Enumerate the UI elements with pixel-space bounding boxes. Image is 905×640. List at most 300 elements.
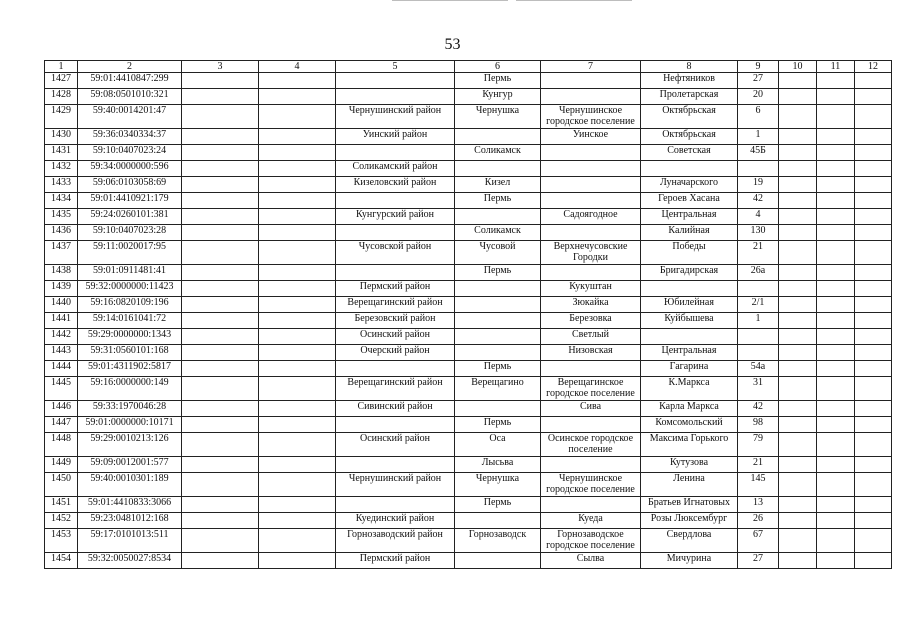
street-cell: Розы Люксембург <box>641 513 738 529</box>
cadastral-number-cell: 59:29:0010213:126 <box>78 433 182 457</box>
col3-cell <box>182 313 259 329</box>
column-header: 4 <box>259 61 336 73</box>
street-cell: Братьев Игнатовых <box>641 497 738 513</box>
district-cell: Кизеловский район <box>336 177 455 193</box>
settlement-cell <box>541 177 641 193</box>
settlement-cell <box>541 265 641 281</box>
col10-cell <box>779 433 817 457</box>
cadastral-number-cell: 59:01:0911481:41 <box>78 265 182 281</box>
table-row <box>45 513 892 529</box>
settlement-cell: Светлый <box>541 329 641 345</box>
city-cell: Соликамск <box>455 225 541 241</box>
settlement-cell: Кукуштан <box>541 281 641 297</box>
city-cell: Оса <box>455 433 541 457</box>
settlement-cell: Осинское городское поселение <box>541 433 641 457</box>
city-cell: Соликамск <box>455 145 541 161</box>
col3-cell <box>182 241 259 265</box>
col11-cell <box>817 225 855 241</box>
col3-cell <box>182 345 259 361</box>
col4-cell <box>259 433 336 457</box>
col4-cell <box>259 457 336 473</box>
row-number-cell: 1438 <box>45 265 78 281</box>
col3-cell <box>182 297 259 313</box>
col11-cell <box>817 281 855 297</box>
col4-cell <box>259 129 336 145</box>
district-cell <box>336 225 455 241</box>
row-number-cell: 1432 <box>45 161 78 177</box>
col4-cell <box>259 209 336 225</box>
col4-cell <box>259 473 336 497</box>
col3-cell <box>182 497 259 513</box>
col11-cell <box>817 105 855 129</box>
city-cell: Чернушка <box>455 473 541 497</box>
col4-cell <box>259 361 336 377</box>
col3-cell <box>182 417 259 433</box>
col4-cell <box>259 401 336 417</box>
street-cell <box>641 281 738 297</box>
col10-cell <box>779 417 817 433</box>
col3-cell <box>182 473 259 497</box>
district-cell: Пермский район <box>336 281 455 297</box>
city-cell: Кунгур <box>455 89 541 105</box>
col12-cell <box>855 105 892 129</box>
table-row <box>45 401 892 417</box>
street-cell: Юбилейная <box>641 297 738 313</box>
house-cell: 45Б <box>738 145 779 161</box>
settlement-cell: Куеда <box>541 513 641 529</box>
col11-cell <box>817 361 855 377</box>
table-row <box>45 145 892 161</box>
row-number-cell: 1429 <box>45 105 78 129</box>
col10-cell <box>779 161 817 177</box>
column-header: 9 <box>738 61 779 73</box>
street-cell: Кутузова <box>641 457 738 473</box>
row-number-cell: 1454 <box>45 553 78 569</box>
cadastral-number-cell: 59:24:0260101:381 <box>78 209 182 225</box>
cadastral-number-cell: 59:01:4410921:179 <box>78 193 182 209</box>
col11-cell <box>817 193 855 209</box>
row-number-cell: 1450 <box>45 473 78 497</box>
district-cell <box>336 417 455 433</box>
house-cell: 19 <box>738 177 779 193</box>
col10-cell <box>779 281 817 297</box>
col10-cell <box>779 209 817 225</box>
street-cell <box>641 161 738 177</box>
cadastral-number-cell: 59:01:4311902:5817 <box>78 361 182 377</box>
col12-cell <box>855 433 892 457</box>
district-cell <box>336 145 455 161</box>
row-number-cell: 1433 <box>45 177 78 193</box>
register-body <box>45 73 892 569</box>
city-cell: Чусовой <box>455 241 541 265</box>
settlement-cell: Чернушинское городское поселение <box>541 105 641 129</box>
col12-cell <box>855 457 892 473</box>
house-cell: 31 <box>738 377 779 401</box>
city-cell <box>455 329 541 345</box>
register-table <box>44 60 892 569</box>
col11-cell <box>817 161 855 177</box>
row-number-cell: 1430 <box>45 129 78 145</box>
district-cell: Кунгурский район <box>336 209 455 225</box>
col10-cell <box>779 89 817 105</box>
table-row <box>45 209 892 225</box>
col11-cell <box>817 241 855 265</box>
cadastral-number-cell: 59:01:4410833:3066 <box>78 497 182 513</box>
street-cell: Пролетарская <box>641 89 738 105</box>
settlement-cell <box>541 361 641 377</box>
settlement-cell: Березовка <box>541 313 641 329</box>
column-header: 3 <box>182 61 259 73</box>
house-cell <box>738 329 779 345</box>
cadastral-number-cell: 59:33:1970046:28 <box>78 401 182 417</box>
row-number-cell: 1440 <box>45 297 78 313</box>
col4-cell <box>259 145 336 161</box>
district-cell: Осинский район <box>336 329 455 345</box>
house-cell: 26 <box>738 513 779 529</box>
settlement-cell: Сива <box>541 401 641 417</box>
col4-cell <box>259 513 336 529</box>
col4-cell <box>259 73 336 89</box>
table-row <box>45 433 892 457</box>
col11-cell <box>817 313 855 329</box>
settlement-cell <box>541 497 641 513</box>
table-row <box>45 105 892 129</box>
col11-cell <box>817 129 855 145</box>
district-cell: Чернушинский район <box>336 105 455 129</box>
col11-cell <box>817 209 855 225</box>
table-row <box>45 265 892 281</box>
city-cell: Пермь <box>455 265 541 281</box>
table-row <box>45 473 892 497</box>
table-row <box>45 89 892 105</box>
col11-cell <box>817 553 855 569</box>
col4-cell <box>259 241 336 265</box>
col11-cell <box>817 457 855 473</box>
city-cell: Пермь <box>455 193 541 209</box>
cadastral-number-cell: 59:01:4410847:299 <box>78 73 182 89</box>
house-cell: 79 <box>738 433 779 457</box>
col4-cell <box>259 265 336 281</box>
house-cell: 27 <box>738 553 779 569</box>
settlement-cell <box>541 73 641 89</box>
col10-cell <box>779 473 817 497</box>
cadastral-number-cell: 59:16:0820109:196 <box>78 297 182 313</box>
col10-cell <box>779 105 817 129</box>
col3-cell <box>182 161 259 177</box>
col3-cell <box>182 145 259 161</box>
col10-cell <box>779 297 817 313</box>
col3-cell <box>182 105 259 129</box>
col12-cell <box>855 209 892 225</box>
table-row <box>45 161 892 177</box>
col3-cell <box>182 209 259 225</box>
col10-cell <box>779 345 817 361</box>
cadastral-number-cell: 59:32:0000000:11423 <box>78 281 182 297</box>
district-cell: Осинский район <box>336 433 455 457</box>
col3-cell <box>182 193 259 209</box>
house-cell <box>738 161 779 177</box>
table-row <box>45 417 892 433</box>
cadastral-number-cell: 59:11:0020017:95 <box>78 241 182 265</box>
col3-cell <box>182 329 259 345</box>
cadastral-number-cell: 59:23:0481012:168 <box>78 513 182 529</box>
city-cell: Верещагино <box>455 377 541 401</box>
col4-cell <box>259 345 336 361</box>
cadastral-number-cell: 59:08:0501010:321 <box>78 89 182 105</box>
table-row <box>45 177 892 193</box>
street-cell: Луначарского <box>641 177 738 193</box>
column-header: 11 <box>817 61 855 73</box>
district-cell: Березовский район <box>336 313 455 329</box>
col12-cell <box>855 265 892 281</box>
col11-cell <box>817 73 855 89</box>
house-cell: 26а <box>738 265 779 281</box>
settlement-cell <box>541 161 641 177</box>
house-cell: 130 <box>738 225 779 241</box>
table-row <box>45 241 892 265</box>
cadastral-number-cell: 59:14:0161041:72 <box>78 313 182 329</box>
row-number-cell: 1446 <box>45 401 78 417</box>
city-cell <box>455 313 541 329</box>
col11-cell <box>817 145 855 161</box>
street-cell: Максима Горького <box>641 433 738 457</box>
col3-cell <box>182 457 259 473</box>
settlement-cell <box>541 89 641 105</box>
row-number-cell: 1431 <box>45 145 78 161</box>
settlement-cell: Горнозаводское городское поселение <box>541 529 641 553</box>
table-row <box>45 377 892 401</box>
city-cell: Пермь <box>455 417 541 433</box>
col12-cell <box>855 89 892 105</box>
city-cell <box>455 401 541 417</box>
house-cell: 54а <box>738 361 779 377</box>
row-number-cell: 1435 <box>45 209 78 225</box>
col4-cell <box>259 89 336 105</box>
col12-cell <box>855 345 892 361</box>
cadastral-number-cell: 59:09:0012001:577 <box>78 457 182 473</box>
col3-cell <box>182 433 259 457</box>
row-number-cell: 1453 <box>45 529 78 553</box>
column-header: 6 <box>455 61 541 73</box>
col10-cell <box>779 553 817 569</box>
col12-cell <box>855 553 892 569</box>
col12-cell <box>855 401 892 417</box>
row-number-cell: 1437 <box>45 241 78 265</box>
street-cell: Комсомольский <box>641 417 738 433</box>
cadastral-number-cell: 59:32:0050027:8534 <box>78 553 182 569</box>
street-cell: Центральная <box>641 209 738 225</box>
col10-cell <box>779 225 817 241</box>
col10-cell <box>779 361 817 377</box>
col11-cell <box>817 401 855 417</box>
street-cell: Октябрьская <box>641 105 738 129</box>
house-cell <box>738 345 779 361</box>
row-number-cell: 1452 <box>45 513 78 529</box>
col10-cell <box>779 177 817 193</box>
house-cell: 1 <box>738 129 779 145</box>
cadastral-number-cell: 59:17:0101013:511 <box>78 529 182 553</box>
col4-cell <box>259 161 336 177</box>
street-cell: Ленина <box>641 473 738 497</box>
street-cell: Победы <box>641 241 738 265</box>
col3-cell <box>182 129 259 145</box>
col3-cell <box>182 73 259 89</box>
col10-cell <box>779 329 817 345</box>
column-header: 5 <box>336 61 455 73</box>
col11-cell <box>817 329 855 345</box>
header-row <box>45 61 892 73</box>
table-row <box>45 297 892 313</box>
settlement-cell <box>541 145 641 161</box>
row-number-cell: 1439 <box>45 281 78 297</box>
city-cell: Пермь <box>455 497 541 513</box>
col4-cell <box>259 193 336 209</box>
settlement-cell: Сылва <box>541 553 641 569</box>
house-cell: 42 <box>738 193 779 209</box>
cadastral-number-cell: 59:40:0010301:189 <box>78 473 182 497</box>
col3-cell <box>182 553 259 569</box>
district-cell: Верещагинский район <box>336 377 455 401</box>
col4-cell <box>259 313 336 329</box>
col12-cell <box>855 193 892 209</box>
street-cell: Героев Хасана <box>641 193 738 209</box>
col10-cell <box>779 457 817 473</box>
street-cell <box>641 329 738 345</box>
district-cell <box>336 89 455 105</box>
col3-cell <box>182 225 259 241</box>
house-cell: 27 <box>738 73 779 89</box>
house-cell: 145 <box>738 473 779 497</box>
street-cell: Нефтяников <box>641 73 738 89</box>
district-cell <box>336 497 455 513</box>
col10-cell <box>779 145 817 161</box>
street-cell: Октябрьская <box>641 129 738 145</box>
col12-cell <box>855 417 892 433</box>
row-number-cell: 1427 <box>45 73 78 89</box>
column-header: 1 <box>45 61 78 73</box>
col12-cell <box>855 225 892 241</box>
city-cell <box>455 209 541 225</box>
row-number-cell: 1445 <box>45 377 78 401</box>
cadastral-number-cell: 59:36:0340334:37 <box>78 129 182 145</box>
district-cell: Чернушинский район <box>336 473 455 497</box>
col10-cell <box>779 241 817 265</box>
col4-cell <box>259 281 336 297</box>
house-cell: 67 <box>738 529 779 553</box>
street-cell: Гагарина <box>641 361 738 377</box>
col4-cell <box>259 105 336 129</box>
scan-top-line-left <box>392 0 508 1</box>
col11-cell <box>817 473 855 497</box>
table-row <box>45 497 892 513</box>
cadastral-number-cell: 59:06:0103058:69 <box>78 177 182 193</box>
settlement-cell: Низовская <box>541 345 641 361</box>
col12-cell <box>855 473 892 497</box>
city-cell: Кизел <box>455 177 541 193</box>
house-cell: 2/1 <box>738 297 779 313</box>
col11-cell <box>817 177 855 193</box>
col12-cell <box>855 241 892 265</box>
city-cell: Пермь <box>455 361 541 377</box>
house-cell: 21 <box>738 241 779 265</box>
table-row <box>45 345 892 361</box>
col4-cell <box>259 329 336 345</box>
scan-top-line-right <box>516 0 632 1</box>
district-cell: Сивинский район <box>336 401 455 417</box>
house-cell: 13 <box>738 497 779 513</box>
col3-cell <box>182 361 259 377</box>
col4-cell <box>259 553 336 569</box>
col10-cell <box>779 401 817 417</box>
city-cell: Чернушка <box>455 105 541 129</box>
col4-cell <box>259 177 336 193</box>
table-row <box>45 73 892 89</box>
district-cell: Пермский район <box>336 553 455 569</box>
col4-cell <box>259 377 336 401</box>
cadastral-number-cell: 59:34:0000000:596 <box>78 161 182 177</box>
col12-cell <box>855 361 892 377</box>
col12-cell <box>855 177 892 193</box>
col4-cell <box>259 225 336 241</box>
col3-cell <box>182 513 259 529</box>
col10-cell <box>779 265 817 281</box>
house-cell: 4 <box>738 209 779 225</box>
col12-cell <box>855 529 892 553</box>
district-cell <box>336 265 455 281</box>
col12-cell <box>855 281 892 297</box>
row-number-cell: 1444 <box>45 361 78 377</box>
cadastral-number-cell: 59:31:0560101:168 <box>78 345 182 361</box>
house-cell: 6 <box>738 105 779 129</box>
col11-cell <box>817 377 855 401</box>
col12-cell <box>855 377 892 401</box>
page-number: 53 <box>444 36 461 53</box>
street-cell: Центральная <box>641 345 738 361</box>
col10-cell <box>779 513 817 529</box>
house-cell: 20 <box>738 89 779 105</box>
district-cell <box>336 73 455 89</box>
settlement-cell <box>541 417 641 433</box>
cadastral-number-cell: 59:40:0014201:47 <box>78 105 182 129</box>
row-number-cell: 1448 <box>45 433 78 457</box>
col10-cell <box>779 73 817 89</box>
col10-cell <box>779 193 817 209</box>
col12-cell <box>855 497 892 513</box>
col4-cell <box>259 297 336 313</box>
settlement-cell <box>541 193 641 209</box>
col12-cell <box>855 145 892 161</box>
table-row <box>45 329 892 345</box>
city-cell <box>455 345 541 361</box>
row-number-cell: 1449 <box>45 457 78 473</box>
city-cell <box>455 513 541 529</box>
table-row <box>45 313 892 329</box>
city-cell: Пермь <box>455 73 541 89</box>
column-header: 12 <box>855 61 892 73</box>
district-cell: Чусовской район <box>336 241 455 265</box>
col12-cell <box>855 161 892 177</box>
cadastral-number-cell: 59:29:0000000:1343 <box>78 329 182 345</box>
street-cell: Мичурина <box>641 553 738 569</box>
city-cell: Лысьва <box>455 457 541 473</box>
settlement-cell <box>541 225 641 241</box>
col3-cell <box>182 377 259 401</box>
house-cell: 98 <box>738 417 779 433</box>
street-cell: Свердлова <box>641 529 738 553</box>
col3-cell <box>182 89 259 105</box>
row-number-cell: 1441 <box>45 313 78 329</box>
col10-cell <box>779 377 817 401</box>
